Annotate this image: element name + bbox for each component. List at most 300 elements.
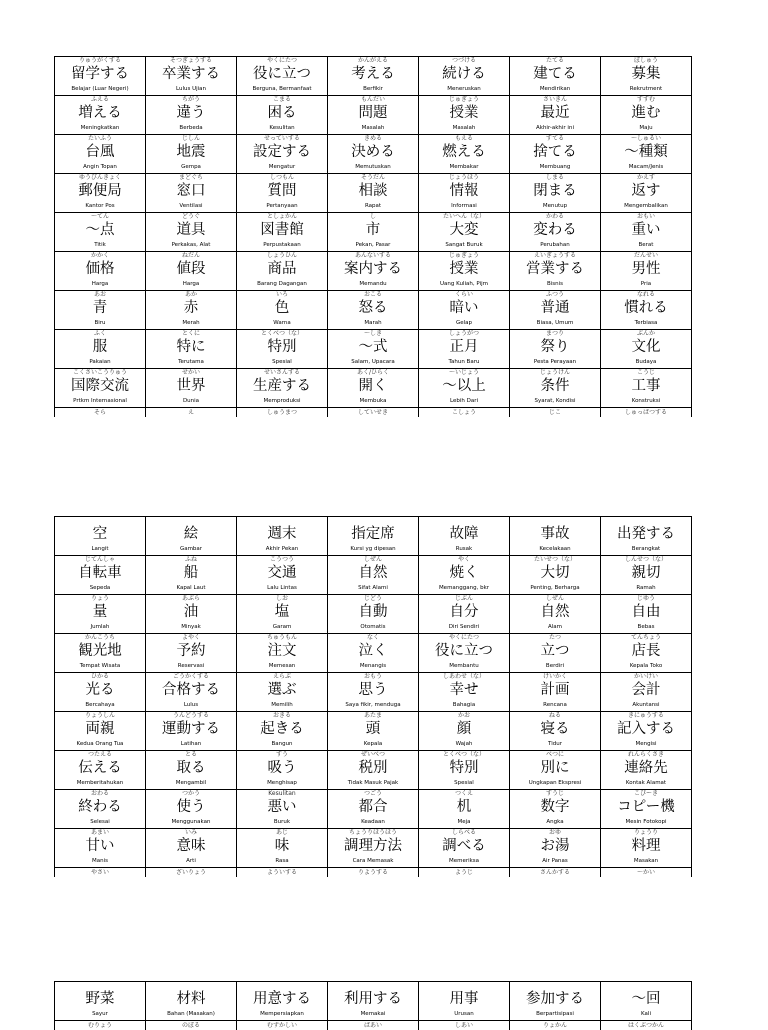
furigana-reading: そつぎょうする <box>146 57 236 64</box>
indonesian-meaning: Terutama <box>146 358 236 366</box>
kanji-word: 最近 <box>510 104 600 123</box>
vocab-card-body <box>419 252 509 290</box>
indonesian-meaning: Sangat Buruk <box>419 241 509 249</box>
vocab-card-body <box>55 369 145 407</box>
furigana-reading: れんらくさき <box>601 751 691 758</box>
kanji-word: 青 <box>55 299 145 318</box>
indonesian-meaning: Wajah <box>419 740 509 748</box>
indonesian-meaning: Bangun <box>237 740 327 748</box>
kanji-word: 捨てる <box>510 143 600 162</box>
furigana-reading: とくべつ（な） <box>419 751 509 758</box>
vocab-card <box>237 252 328 291</box>
furigana-reading: りゅうがくする <box>55 57 145 64</box>
kanji-word: 起きる <box>237 720 327 739</box>
vocab-card <box>237 790 328 829</box>
vocab-card <box>601 595 692 634</box>
indonesian-meaning: Otomatis <box>328 623 418 631</box>
kanji-word: 用事 <box>419 990 509 1009</box>
vocab-card <box>419 712 510 751</box>
vocab-card <box>55 790 146 829</box>
vocab-card <box>419 673 510 712</box>
indonesian-meaning: Memanggang, bkr <box>419 584 509 592</box>
vocab-card <box>55 96 146 135</box>
indonesian-meaning: Bebas <box>601 623 691 631</box>
vocab-card-body <box>601 252 691 290</box>
next-row-furigana-cell <box>601 408 692 418</box>
vocab-card-body <box>601 829 691 867</box>
indonesian-meaning: Masalah <box>419 124 509 132</box>
vocab-card-body <box>328 595 418 633</box>
vocab-card-body <box>328 673 418 711</box>
vocab-card-body <box>601 174 691 212</box>
vocab-card <box>419 369 510 408</box>
vocab-card <box>55 673 146 712</box>
indonesian-meaning: Meningkatkan <box>55 124 145 132</box>
kanji-word: 野菜 <box>55 990 145 1009</box>
furigana-reading: おもい <box>601 213 691 220</box>
vocab-card <box>601 790 692 829</box>
vocab-card <box>601 369 692 408</box>
indonesian-meaning: Spesial <box>419 779 509 787</box>
vocab-card-body <box>601 634 691 672</box>
indonesian-meaning: Pakaian <box>55 358 145 366</box>
indonesian-meaning: Kontak Alamat <box>601 779 691 787</box>
vocab-card <box>237 213 328 252</box>
vocab-card-body <box>237 982 327 1020</box>
furigana-reading: だんせい <box>601 252 691 259</box>
indonesian-meaning: Lulus Ujian <box>146 85 236 93</box>
furigana-reading: つづける <box>419 57 509 64</box>
kanji-word: 自然 <box>510 603 600 622</box>
kanji-word: 出発する <box>601 525 691 544</box>
furigana-reading: こしょう <box>419 409 509 416</box>
vocab-card <box>55 291 146 330</box>
indonesian-meaning: Latihan <box>146 740 236 748</box>
vocab-card <box>601 829 692 868</box>
kanji-word: 週末 <box>237 525 327 544</box>
furigana-reading: おこる <box>328 291 418 298</box>
vocab-card-body <box>146 595 236 633</box>
furigana-reading: かいけい <box>601 673 691 680</box>
next-row-furigana-cell <box>328 1021 419 1030</box>
kanji-word: 自由 <box>601 603 691 622</box>
vocab-card-body <box>328 634 418 672</box>
vocab-card <box>146 517 237 556</box>
vocab-card <box>237 982 328 1021</box>
indonesian-meaning: Membuka <box>328 397 418 405</box>
indonesian-meaning: Membuang <box>510 163 600 171</box>
vocab-card <box>55 57 146 96</box>
vocab-card <box>328 712 419 751</box>
vocab-row <box>55 135 692 174</box>
furigana-reading: こぴーき <box>601 790 691 797</box>
indonesian-meaning: Mengambil <box>146 779 236 787</box>
vocab-card <box>146 291 237 330</box>
furigana-reading: ごうかくする <box>146 673 236 680</box>
kanji-word: 大切 <box>510 564 600 583</box>
kanji-word: 国際交流 <box>55 377 145 396</box>
kanji-word: 建てる <box>510 65 600 84</box>
kanji-word: 絵 <box>146 525 236 544</box>
furigana-reading: すすむ <box>601 96 691 103</box>
vocab-card <box>146 751 237 790</box>
vocab-card-body <box>237 751 327 789</box>
vocab-card-body <box>419 135 509 173</box>
kanji-word: 用意する <box>237 990 327 1009</box>
vocab-card <box>510 829 601 868</box>
vocab-card-body <box>146 982 236 1020</box>
furigana-reading: てんちょう <box>601 634 691 641</box>
indonesian-meaning: Arti <box>146 857 236 865</box>
vocab-sheet-1 <box>54 56 692 417</box>
indonesian-meaning: Minyak <box>146 623 236 631</box>
vocab-card <box>328 673 419 712</box>
indonesian-meaning: Harga <box>146 280 236 288</box>
vocab-card-body <box>510 517 600 555</box>
next-row-furigana-cell <box>601 868 692 878</box>
vocab-card-body <box>328 790 418 828</box>
kanji-word: 郵便局 <box>55 182 145 201</box>
next-row-furigana-cell <box>510 1021 601 1030</box>
indonesian-meaning: Titik <box>55 241 145 249</box>
vocab-card-body <box>237 96 327 134</box>
kanji-word: 市 <box>328 221 418 240</box>
vocab-card-body <box>510 829 600 867</box>
kanji-word: 増える <box>55 104 145 123</box>
vocab-card <box>510 135 601 174</box>
furigana-reading: たいふう <box>55 135 145 142</box>
furigana-reading: しあわせ（な） <box>419 673 509 680</box>
kanji-word: 営業する <box>510 260 600 279</box>
vocab-card <box>419 751 510 790</box>
vocab-card <box>55 517 146 556</box>
kanji-word: 閉まる <box>510 182 600 201</box>
vocab-card-body <box>328 330 418 368</box>
furigana-reading: こくさいこうりゅう <box>55 369 145 376</box>
indonesian-meaning: Cara Memasak <box>328 857 418 865</box>
furigana-reading: どうぐ <box>146 213 236 220</box>
kanji-word: 進む <box>601 104 691 123</box>
kanji-word: 油 <box>146 603 236 622</box>
vocab-card-body <box>146 174 236 212</box>
vocab-card-body <box>146 135 236 173</box>
furigana-reading: ねだん <box>146 252 236 259</box>
furigana-reading: ぜいべつ <box>328 751 418 758</box>
indonesian-meaning: Bercahaya <box>55 701 145 709</box>
indonesian-meaning: Mendirikan <box>510 85 600 93</box>
vocab-card <box>55 330 146 369</box>
vocab-card-body <box>55 982 145 1020</box>
indonesian-meaning: Spesial <box>237 358 327 366</box>
furigana-reading: そら <box>55 409 145 416</box>
furigana-reading: かんがえる <box>328 57 418 64</box>
furigana-reading: じぶん <box>419 595 509 602</box>
indonesian-meaning: Urusan <box>419 1010 509 1018</box>
furigana-reading: まどぐち <box>146 174 236 181</box>
vocab-row <box>55 57 692 96</box>
vocab-card <box>419 634 510 673</box>
indonesian-meaning: Tempat Wisata <box>55 662 145 670</box>
vocab-card-body <box>328 135 418 173</box>
next-row-furigana-cell <box>146 1021 237 1030</box>
furigana-reading: していせき <box>328 409 418 416</box>
vocab-card <box>328 982 419 1021</box>
vocab-card-body <box>419 829 509 867</box>
kanji-word: 授業 <box>419 260 509 279</box>
furigana-reading: あまい <box>55 829 145 836</box>
furigana-reading: じょうけん <box>510 369 600 376</box>
kanji-word: 世界 <box>146 377 236 396</box>
vocab-card-body <box>55 517 145 555</box>
kanji-word: 赤 <box>146 299 236 318</box>
furigana-reading: いみ <box>146 829 236 836</box>
vocab-card <box>510 712 601 751</box>
next-row-furigana-cell <box>328 408 419 418</box>
vocab-card-body <box>328 556 418 594</box>
indonesian-meaning: Uang Kuliah, Pijm <box>419 280 509 288</box>
furigana-reading: え <box>146 409 236 416</box>
kanji-word: 合格する <box>146 681 236 700</box>
indonesian-meaning: Pekan, Pasar <box>328 241 418 249</box>
indonesian-meaning: Masalah <box>328 124 418 132</box>
furigana-reading: しゅっぱつする <box>601 409 691 416</box>
indonesian-meaning: Mengembalikan <box>601 202 691 210</box>
indonesian-meaning: Belajar (Luar Negeri) <box>55 85 145 93</box>
vocab-card-body <box>237 135 327 173</box>
vocab-card-body <box>419 517 509 555</box>
vocab-card <box>237 291 328 330</box>
next-row-furigana-cell <box>146 408 237 418</box>
vocab-card-body <box>55 751 145 789</box>
furigana-reading: ぶんか <box>601 330 691 337</box>
furigana-reading: ～しき <box>328 330 418 337</box>
vocab-card <box>55 213 146 252</box>
furigana-reading: つたえる <box>55 751 145 758</box>
vocab-card-body <box>510 556 600 594</box>
kanji-word: 調理方法 <box>328 837 418 856</box>
kanji-word: 参加する <box>510 990 600 1009</box>
kanji-word: 困る <box>237 104 327 123</box>
indonesian-meaning: Akuntansi <box>601 701 691 709</box>
vocab-card-body <box>55 174 145 212</box>
vocab-row <box>55 330 692 369</box>
next-row-furigana-cell <box>601 1021 692 1030</box>
vocab-card <box>328 556 419 595</box>
indonesian-meaning: Keadaan <box>328 818 418 826</box>
kanji-word: 故障 <box>419 525 509 544</box>
indonesian-meaning: Biru <box>55 319 145 327</box>
vocab-card <box>55 369 146 408</box>
furigana-reading: とくべつ（な） <box>237 330 327 337</box>
indonesian-meaning: Diri Sendiri <box>419 623 509 631</box>
indonesian-meaning: Lulus <box>146 701 236 709</box>
furigana-reading: あじ <box>237 829 327 836</box>
furigana-reading: やく <box>419 556 509 563</box>
vocab-card-body <box>146 330 236 368</box>
vocab-card <box>328 57 419 96</box>
kanji-word: 量 <box>55 603 145 622</box>
kanji-word: 役に立つ <box>237 65 327 84</box>
vocab-card-body <box>419 673 509 711</box>
indonesian-meaning: Budaya <box>601 358 691 366</box>
vocab-card-body <box>328 213 418 251</box>
vocab-card-body <box>328 517 418 555</box>
vocab-card <box>601 213 692 252</box>
indonesian-meaning: Warna <box>237 319 327 327</box>
vocab-row <box>55 517 692 556</box>
indonesian-meaning: Kapal Laut <box>146 584 236 592</box>
vocab-card <box>601 330 692 369</box>
indonesian-meaning: Mempersiapkan <box>237 1010 327 1018</box>
kanji-word: 考える <box>328 65 418 84</box>
indonesian-meaning: Informasi <box>419 202 509 210</box>
vocab-card <box>146 330 237 369</box>
indonesian-meaning: Rapat <box>328 202 418 210</box>
indonesian-meaning: Marah <box>328 319 418 327</box>
vocab-card <box>510 213 601 252</box>
vocab-card-body <box>510 174 600 212</box>
vocab-card <box>328 174 419 213</box>
kanji-word: 親切 <box>601 564 691 583</box>
vocab-card-body <box>55 556 145 594</box>
vocab-card <box>510 174 601 213</box>
vocab-card <box>601 751 692 790</box>
kanji-word: 計画 <box>510 681 600 700</box>
vocab-card <box>419 252 510 291</box>
furigana-reading: きにゅうする <box>601 712 691 719</box>
kanji-word: 相談 <box>328 182 418 201</box>
furigana-reading: けいかく <box>510 673 600 680</box>
furigana-reading: ざいりょう <box>146 869 236 876</box>
vocab-card-body <box>510 330 600 368</box>
indonesian-meaning: Berangkat <box>601 545 691 553</box>
furigana-reading: じゅぎょう <box>419 252 509 259</box>
kanji-word: 返す <box>601 182 691 201</box>
vocab-card <box>510 57 601 96</box>
kanji-word: 記入する <box>601 720 691 739</box>
indonesian-meaning: Penting, Berharga <box>510 584 600 592</box>
furigana-reading: つくえ <box>419 790 509 797</box>
vocab-card-body <box>55 213 145 251</box>
indonesian-meaning: Mengatur <box>237 163 327 171</box>
vocab-card <box>328 96 419 135</box>
next-row-furigana-cell <box>237 868 328 878</box>
kanji-word: 運動する <box>146 720 236 739</box>
furigana-reading: りょかん <box>510 1022 600 1029</box>
vocab-card-body <box>328 829 418 867</box>
vocab-card-body <box>328 252 418 290</box>
kanji-word: 正月 <box>419 338 509 357</box>
vocab-card <box>146 135 237 174</box>
vocab-card <box>419 790 510 829</box>
kanji-word: 普通 <box>510 299 600 318</box>
indonesian-meaning: Lebih Dari <box>419 397 509 405</box>
vocab-card-body <box>601 517 691 555</box>
indonesian-meaning: Memilih <box>237 701 327 709</box>
indonesian-meaning: Tidak Masuk Pajak <box>328 779 418 787</box>
vocab-card <box>510 96 601 135</box>
furigana-reading: としょかん <box>237 213 327 220</box>
vocab-card <box>510 982 601 1021</box>
kanji-word: お湯 <box>510 837 600 856</box>
indonesian-meaning: Meneruskan <box>419 85 509 93</box>
kanji-word: 図書館 <box>237 221 327 240</box>
furigana-reading: しお <box>237 595 327 602</box>
kanji-word: 立つ <box>510 642 600 661</box>
furigana-reading: かかく <box>55 252 145 259</box>
indonesian-meaning: Merah <box>146 319 236 327</box>
vocab-card-body <box>601 213 691 251</box>
vocab-card-body <box>146 213 236 251</box>
furigana-reading: しょうがつ <box>419 330 509 337</box>
vocab-card-body <box>146 517 236 555</box>
vocab-card <box>55 174 146 213</box>
furigana-reading: こうじ <box>601 369 691 376</box>
vocab-card <box>328 634 419 673</box>
vocab-card-body <box>419 369 509 407</box>
furigana-reading: やさい <box>55 869 145 876</box>
furigana-reading: ～かい <box>601 869 691 876</box>
furigana-reading: えいぎょうする <box>510 252 600 259</box>
furigana-reading: そうだん <box>328 174 418 181</box>
indonesian-meaning: Memeriksa <box>419 857 509 865</box>
vocab-card-body <box>146 673 236 711</box>
vocab-card <box>237 57 328 96</box>
kanji-word: ～点 <box>55 221 145 240</box>
vocab-card <box>419 517 510 556</box>
vocab-card-body <box>419 330 509 368</box>
indonesian-meaning: Pesta Perayaan <box>510 358 600 366</box>
kanji-word: 価格 <box>55 260 145 279</box>
indonesian-meaning: Menutup <box>510 202 600 210</box>
kanji-word: 悪い <box>237 798 327 817</box>
vocab-card-body <box>146 252 236 290</box>
kanji-word: 空 <box>55 525 145 544</box>
next-row-furigana-cell <box>510 408 601 418</box>
furigana-reading: ちがう <box>146 96 236 103</box>
indonesian-meaning: Bahan (Masakan) <box>146 1010 236 1018</box>
vocab-row <box>55 790 692 829</box>
vocab-card <box>55 595 146 634</box>
furigana-reading: ゆうびんきょく <box>55 174 145 181</box>
kanji-word: 暗い <box>419 299 509 318</box>
kanji-word: 交通 <box>237 564 327 583</box>
furigana-reading: いろ <box>237 291 327 298</box>
furigana-reading: ひかる <box>55 673 145 680</box>
furigana-reading: じゆう <box>601 595 691 602</box>
vocab-card-body <box>237 330 327 368</box>
vocab-card-body <box>510 712 600 750</box>
vocab-card <box>328 595 419 634</box>
indonesian-meaning: Berdiri <box>510 662 600 670</box>
vocab-card <box>146 174 237 213</box>
furigana-reading: こまる <box>237 96 327 103</box>
furigana-reading: しまる <box>510 174 600 181</box>
indonesian-meaning: Langit <box>55 545 145 553</box>
furigana-reading: ちょうりほうほう <box>328 829 418 836</box>
kanji-word: 服 <box>55 338 145 357</box>
vocab-card <box>146 790 237 829</box>
indonesian-meaning: Alam <box>510 623 600 631</box>
furigana-reading: あお <box>55 291 145 298</box>
kanji-word: 思う <box>328 681 418 700</box>
vocab-card <box>419 96 510 135</box>
furigana-reading: Kesulitan <box>237 790 327 797</box>
indonesian-meaning: Angka <box>510 818 600 826</box>
vocab-card-body <box>146 556 236 594</box>
vocab-card-body <box>510 57 600 95</box>
kanji-word: 光る <box>55 681 145 700</box>
